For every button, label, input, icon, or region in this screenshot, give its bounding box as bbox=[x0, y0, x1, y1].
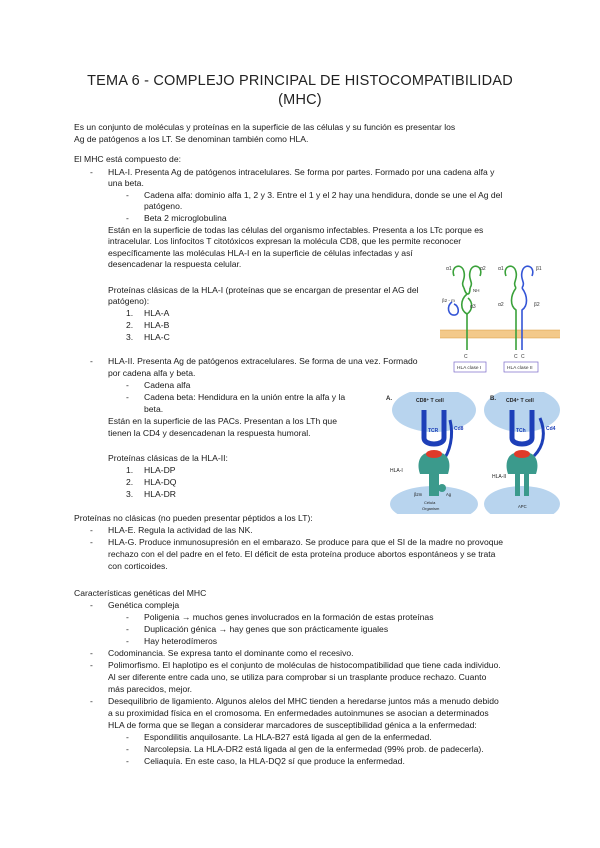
list-number: 3. bbox=[126, 489, 134, 499]
hla1-para-line-1: Están en la superficie de todas las células del organismo infectables. Presenta a los LTc porque es bbox=[108, 225, 484, 235]
svg-text:α2: α2 bbox=[480, 266, 486, 272]
hla2-line-2: por cadena alfa y beta. bbox=[108, 368, 196, 378]
svg-text:APC: APC bbox=[518, 504, 527, 509]
hla2-sub1: Cadena alfa bbox=[144, 380, 191, 390]
hla1-sub1-line-2: patógeno. bbox=[144, 201, 183, 211]
genetics-deseq-line-2: a su proximidad física en el cromosoma. En enfermedades autoinmunes se asocian a determinados bbox=[108, 708, 489, 718]
bullet-dash: - bbox=[126, 380, 129, 390]
caption-hla-class-2: HLA clase II bbox=[507, 366, 533, 371]
hla1-sub1-line-1: Cadena alfa: dominio alfa 1, 2 y 3. Entre el 1 y el 2 hay una hendidura, donde se une el Ag del bbox=[144, 190, 503, 200]
bullet-dash: - bbox=[126, 756, 129, 766]
bullet-dash: - bbox=[126, 624, 129, 634]
svg-text:α1: α1 bbox=[498, 266, 504, 272]
bullet-dash: - bbox=[90, 600, 93, 610]
list-number: 1. bbox=[126, 308, 134, 318]
hla1-para-line-4: desencadenar la respuesta celular. bbox=[108, 259, 242, 269]
svg-text:Célula: Célula bbox=[424, 500, 436, 505]
svg-text:Ag: Ag bbox=[446, 492, 452, 497]
list-number: 2. bbox=[126, 320, 134, 330]
caption-hla-class-1: HLA clase I bbox=[457, 366, 482, 371]
svg-text:β2: β2 bbox=[534, 302, 540, 308]
genetics-complex: Genética compleja bbox=[108, 600, 180, 610]
bullet-dash: - bbox=[90, 537, 93, 547]
hla1-para-line-3: específicamente las moléculas HLA-I en la superficie de células infectadas y así bbox=[108, 248, 413, 258]
hla1-para-line-2: intracelular. Los linfocitos T citotóxicos expresan la molécula CD8, que les permite reconocer bbox=[108, 236, 462, 246]
bullet-dash: - bbox=[126, 732, 129, 742]
list-item: HLA-B bbox=[144, 320, 170, 330]
list-number: 1. bbox=[126, 465, 134, 475]
bullet-dash: - bbox=[90, 525, 93, 535]
genetics-het: Hay heterodímeros bbox=[144, 636, 218, 646]
genetics-dup: Duplicación génica → hay genes que son prácticamente iguales bbox=[144, 624, 389, 634]
panel-b-cd4 bbox=[484, 392, 560, 514]
genetics-codom: Codominancia. Se expresa tanto el dominante como el recesivo. bbox=[108, 648, 354, 658]
bullet-dash: - bbox=[90, 356, 93, 366]
svg-text:β1: β1 bbox=[536, 266, 542, 272]
svg-text:β2 - m: β2 - m bbox=[442, 298, 455, 303]
list-item: HLA-A bbox=[144, 308, 170, 318]
mhc-header: El MHC está compuesto de: bbox=[74, 154, 181, 164]
genetics-header: Características genéticas del MHC bbox=[74, 588, 207, 598]
svg-text:Cd4: Cd4 bbox=[546, 426, 556, 432]
intro-line-2: Ag de patógenos a los LT. Se denominan también como HLA. bbox=[74, 134, 309, 144]
svg-text:β2m: β2m bbox=[414, 492, 423, 497]
nonclassic-header: Proteínas no clásicas (no pueden presentar péptidos a los LT): bbox=[74, 513, 313, 523]
svg-text:α1: α1 bbox=[446, 266, 452, 272]
svg-text:CD8⁺ T cell: CD8⁺ T cell bbox=[416, 398, 444, 404]
svg-text:α3: α3 bbox=[470, 304, 476, 310]
bullet-dash: - bbox=[126, 612, 129, 622]
cell-membrane bbox=[440, 330, 560, 338]
genetics-polym-line-2: Al ser diferente entre cada uno, se utiliza para comprobar si un trasplante produce rechazo. Cuanto bbox=[108, 672, 487, 682]
list-item: HLA-DR bbox=[144, 489, 176, 499]
bullet-dash: - bbox=[126, 213, 129, 223]
svg-text:NH: NH bbox=[473, 288, 480, 293]
hla1-sub2: Beta 2 microglobulina bbox=[144, 213, 227, 223]
intro-line-1: Es un conjunto de moléculas y proteínas en la superficie de las células y su función es presentar los bbox=[74, 122, 456, 132]
genetics-polym-line-3: más parecidos, mejor. bbox=[108, 684, 193, 694]
svg-text:TCh: TCh bbox=[516, 428, 526, 434]
title-line-1: TEMA 6 - COMPLEJO PRINCIPAL DE HISTOCOMPATIBILIDAD bbox=[87, 73, 513, 89]
nonclassic-item-2-line-1: HLA-G. Produce inmunosupresión en el embarazo. Se produce para que el SI de la madre no provoque bbox=[108, 537, 504, 547]
svg-text:HLA-I: HLA-I bbox=[390, 468, 403, 474]
disease-3: Celiaquía. En este caso, la HLA-DQ2 sí que produce la enfermedad. bbox=[144, 756, 405, 766]
genetics-deseq-line-1: Desequilibrio de ligamiento. Algunos alelos del MHC tienden a heredarse juntos más a menudo debido bbox=[108, 696, 499, 706]
svg-text:C: C bbox=[521, 354, 525, 360]
disease-2: Narcolepsia. La HLA-DR2 está ligada al gen de la enfermedad (99% prob. de padecerla). bbox=[144, 744, 484, 754]
bullet-dash: - bbox=[126, 190, 129, 200]
hla2-classic-header: Proteínas clásicas de la HLA-II: bbox=[108, 453, 228, 463]
bullet-dash: - bbox=[90, 167, 93, 177]
bullet-dash: - bbox=[90, 660, 93, 670]
genetics-deseq-line-3: HLA de forma que se llegan a considerar marcadores de susceptibilidad génica a la enfermedad: bbox=[108, 720, 477, 730]
hla2-sub2-line-2: beta. bbox=[144, 404, 164, 414]
nonclassic-item-1: HLA-E. Regula la actividad de las NK. bbox=[108, 525, 253, 535]
bullet-dash: - bbox=[126, 392, 129, 402]
t-cell-recognition-figure bbox=[384, 392, 560, 514]
hla1-line-1: HLA-I. Presenta Ag de patógenos intracelulares. Se forma por partes. Formado por una cadena alfa y bbox=[108, 167, 495, 177]
svg-text:C: C bbox=[464, 354, 468, 360]
list-number: 2. bbox=[126, 477, 134, 487]
list-item: HLA-DQ bbox=[144, 477, 177, 487]
svg-text:Organism: Organism bbox=[422, 506, 440, 511]
hla2-para-line-2: tienen la CD4 y desencadenan la respuesta humoral. bbox=[108, 428, 311, 438]
page-title bbox=[60, 72, 540, 110]
svg-text:α2: α2 bbox=[498, 302, 504, 308]
hla-structure-figure bbox=[440, 258, 560, 376]
list-item: HLA-DP bbox=[144, 465, 176, 475]
list-number: 3. bbox=[126, 332, 134, 342]
apc-cell bbox=[484, 486, 560, 514]
bullet-dash: - bbox=[90, 648, 93, 658]
peptide-antigen bbox=[426, 450, 442, 458]
svg-text:C: C bbox=[514, 354, 518, 360]
svg-text:A.: A. bbox=[386, 396, 392, 402]
hla1-line-2: una beta. bbox=[108, 178, 144, 188]
hla2-line-1: HLA-II. Presenta Ag de patógenos extracelulares. Se forma de una vez. Formado bbox=[108, 356, 418, 366]
svg-text:HLA-II: HLA-II bbox=[492, 474, 507, 480]
hla2-para-line-1: Están en la superficie de las PACs. Presentan a los LTh que bbox=[108, 416, 337, 426]
bullet-dash: - bbox=[126, 744, 129, 754]
list-item: HLA-C bbox=[144, 332, 170, 342]
panel-a-cd8 bbox=[386, 392, 478, 514]
svg-text:TCR: TCR bbox=[428, 428, 439, 434]
hla2-sub2-line-1: Cadena beta: Hendidura en la unión entre la alfa y la bbox=[144, 392, 346, 402]
nonclassic-item-2-line-3: con corticoides. bbox=[108, 561, 168, 571]
hla1-classic-line-2: patógeno): bbox=[108, 296, 150, 306]
svg-text:Cd8: Cd8 bbox=[454, 426, 464, 432]
peptide-antigen bbox=[514, 450, 530, 458]
bullet-dash: - bbox=[126, 636, 129, 646]
svg-text:B.: B. bbox=[490, 396, 496, 402]
genetics-poly: Poligenia → muchos genes involucrados en la formación de estas proteínas bbox=[144, 612, 434, 622]
hla1-classic-line-1: Proteínas clásicas de la HLA-I (proteínas que se encargan de presentar el AG del bbox=[108, 285, 419, 295]
bullet-dash: - bbox=[90, 696, 93, 706]
genetics-polym-line-1: Polimorfismo. El haplotipo es el conjunto de moléculas de histocompatibilidad que tiene cada individuo. bbox=[108, 660, 501, 670]
nonclassic-item-2-line-2: rechazo con el del padre en el feto. El déficit de esta proteína produce abortos espontáneos y se trata bbox=[108, 549, 496, 559]
disease-1: Espondilitis anquilosante. La HLA-B27 está ligada al gen de la enfermedad. bbox=[144, 732, 432, 742]
title-line-2: (MHC) bbox=[278, 92, 322, 108]
svg-text:CD4⁺ T cell: CD4⁺ T cell bbox=[506, 398, 534, 404]
